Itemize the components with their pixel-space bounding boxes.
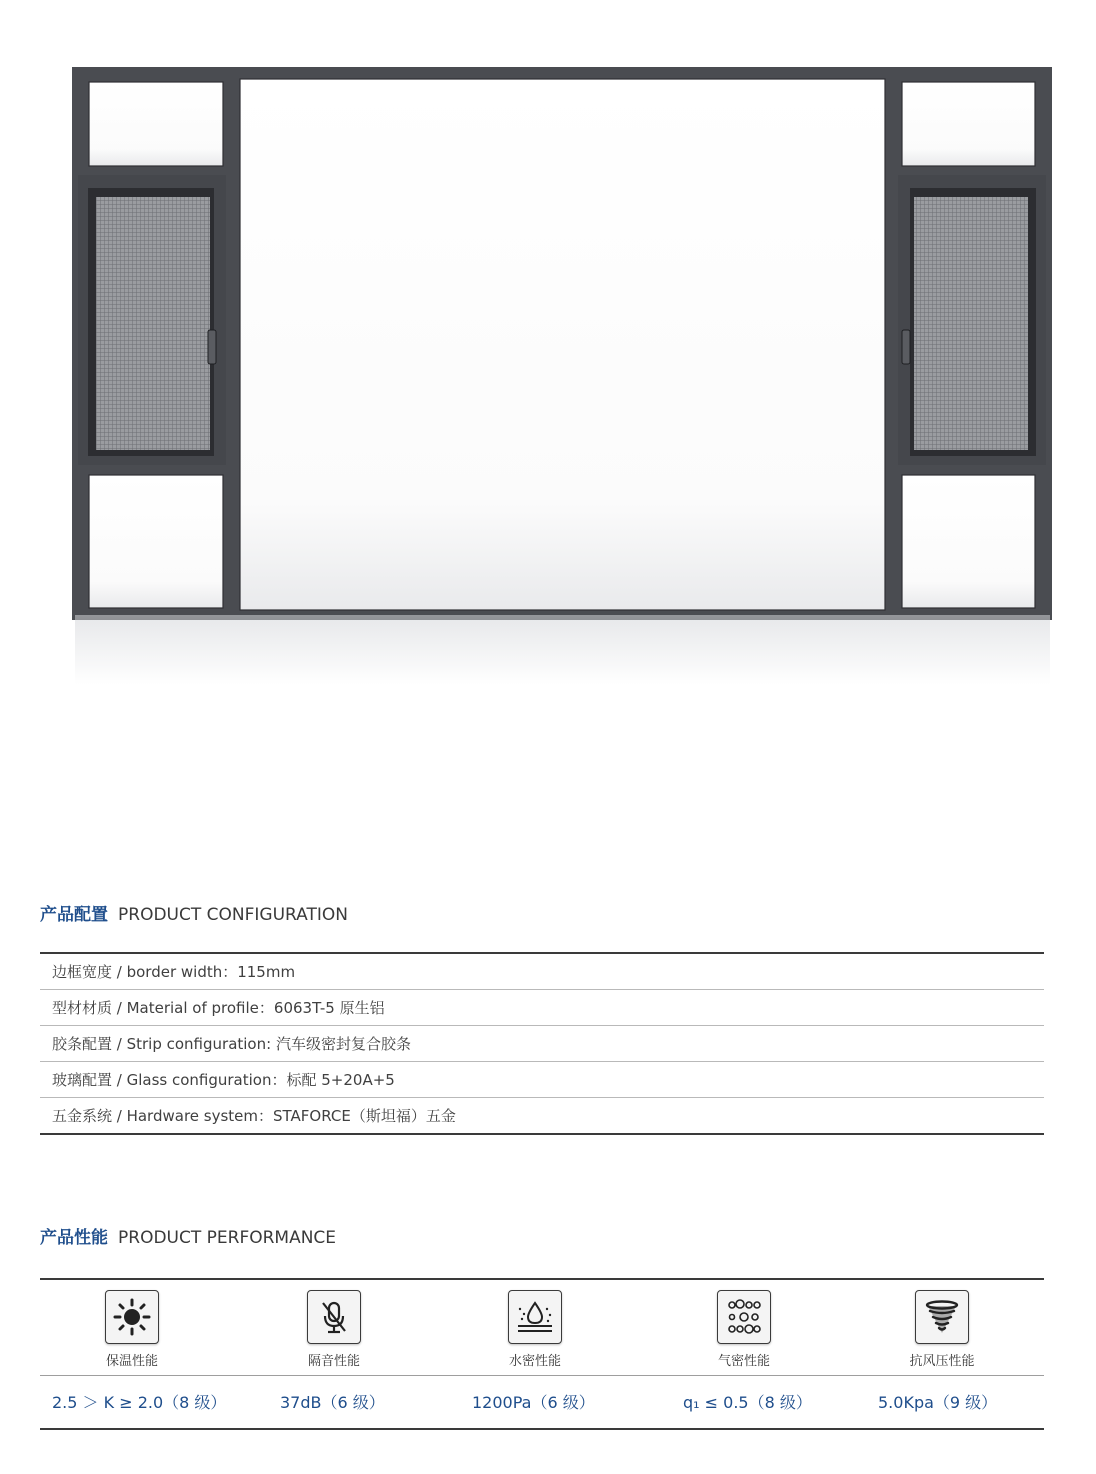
heading-en: PRODUCT CONFIGURATION bbox=[118, 905, 348, 925]
bottom-left-pane bbox=[89, 475, 223, 608]
perf-value-wind: 5.0Kpa（9 级） bbox=[878, 1393, 998, 1412]
config-row-strip: 胶条配置 / Strip configuration: 汽车级密封复合胶条 bbox=[40, 1026, 1044, 1062]
product-performance-heading bbox=[40, 1223, 336, 1248]
heading-zh: 产品性能 bbox=[40, 1228, 108, 1248]
performance-icons-row bbox=[40, 1280, 1044, 1376]
water-drop-icon bbox=[508, 1290, 562, 1344]
performance-table bbox=[40, 1278, 1044, 1430]
perf-label: 隔音性能 bbox=[307, 1354, 360, 1369]
perf-item-wind-pressure bbox=[882, 1290, 1002, 1369]
heading-zh: 产品配置 bbox=[40, 905, 108, 925]
perf-item-sound-insulation bbox=[274, 1290, 394, 1369]
air-bubbles-icon bbox=[717, 1290, 771, 1344]
perf-label: 水密性能 bbox=[508, 1354, 561, 1369]
center-fixed-pane bbox=[240, 79, 885, 610]
perf-label: 抗风压性能 bbox=[909, 1354, 975, 1369]
right-fly-screen bbox=[914, 197, 1028, 450]
left-fly-screen bbox=[96, 197, 210, 450]
perf-item-insulation bbox=[72, 1290, 192, 1369]
perf-value-water: 1200Pa（6 级） bbox=[472, 1393, 595, 1412]
config-row-profile-material: 型材材质 / Material of profile：6063T-5 原生铝 bbox=[40, 990, 1044, 1026]
perf-value-insulation: 2.5 ＞ K ≥ 2.0（8 级） bbox=[52, 1393, 227, 1412]
top-left-pane bbox=[89, 82, 223, 166]
config-row-hardware: 五金系统 / Hardware system：STAFORCE（斯坦福）五金 bbox=[52, 1107, 456, 1125]
perf-label: 保温性能 bbox=[105, 1354, 158, 1369]
top-right-pane bbox=[902, 82, 1035, 166]
config-row-glass: 玻璃配置 / Glass configuration：标配 5+20A+5 bbox=[40, 1062, 1044, 1098]
perf-value-air: q₁ ≤ 0.5（8 级） bbox=[683, 1393, 812, 1412]
muted-microphone-icon bbox=[307, 1290, 361, 1344]
performance-values-row bbox=[40, 1376, 1044, 1426]
perf-label: 气密性能 bbox=[717, 1354, 770, 1369]
window-product-image bbox=[0, 0, 1096, 700]
perf-value-sound: 37dB（6 级） bbox=[280, 1393, 385, 1412]
config-row-border-width: 边框宽度 / border width：115mm bbox=[40, 954, 1044, 990]
aluminum-window-illustration bbox=[0, 0, 1096, 700]
perf-item-watertightness bbox=[475, 1290, 595, 1369]
perf-item-airtightness bbox=[684, 1290, 804, 1369]
sun-icon bbox=[105, 1290, 159, 1344]
floor-reflection bbox=[75, 615, 1050, 685]
configuration-table bbox=[40, 952, 1044, 1135]
bottom-right-pane bbox=[902, 475, 1035, 608]
left-handle bbox=[208, 330, 216, 364]
right-handle bbox=[902, 330, 910, 364]
tornado-icon bbox=[915, 1290, 969, 1344]
heading-en: PRODUCT PERFORMANCE bbox=[118, 1228, 337, 1248]
product-configuration-heading bbox=[40, 900, 348, 925]
